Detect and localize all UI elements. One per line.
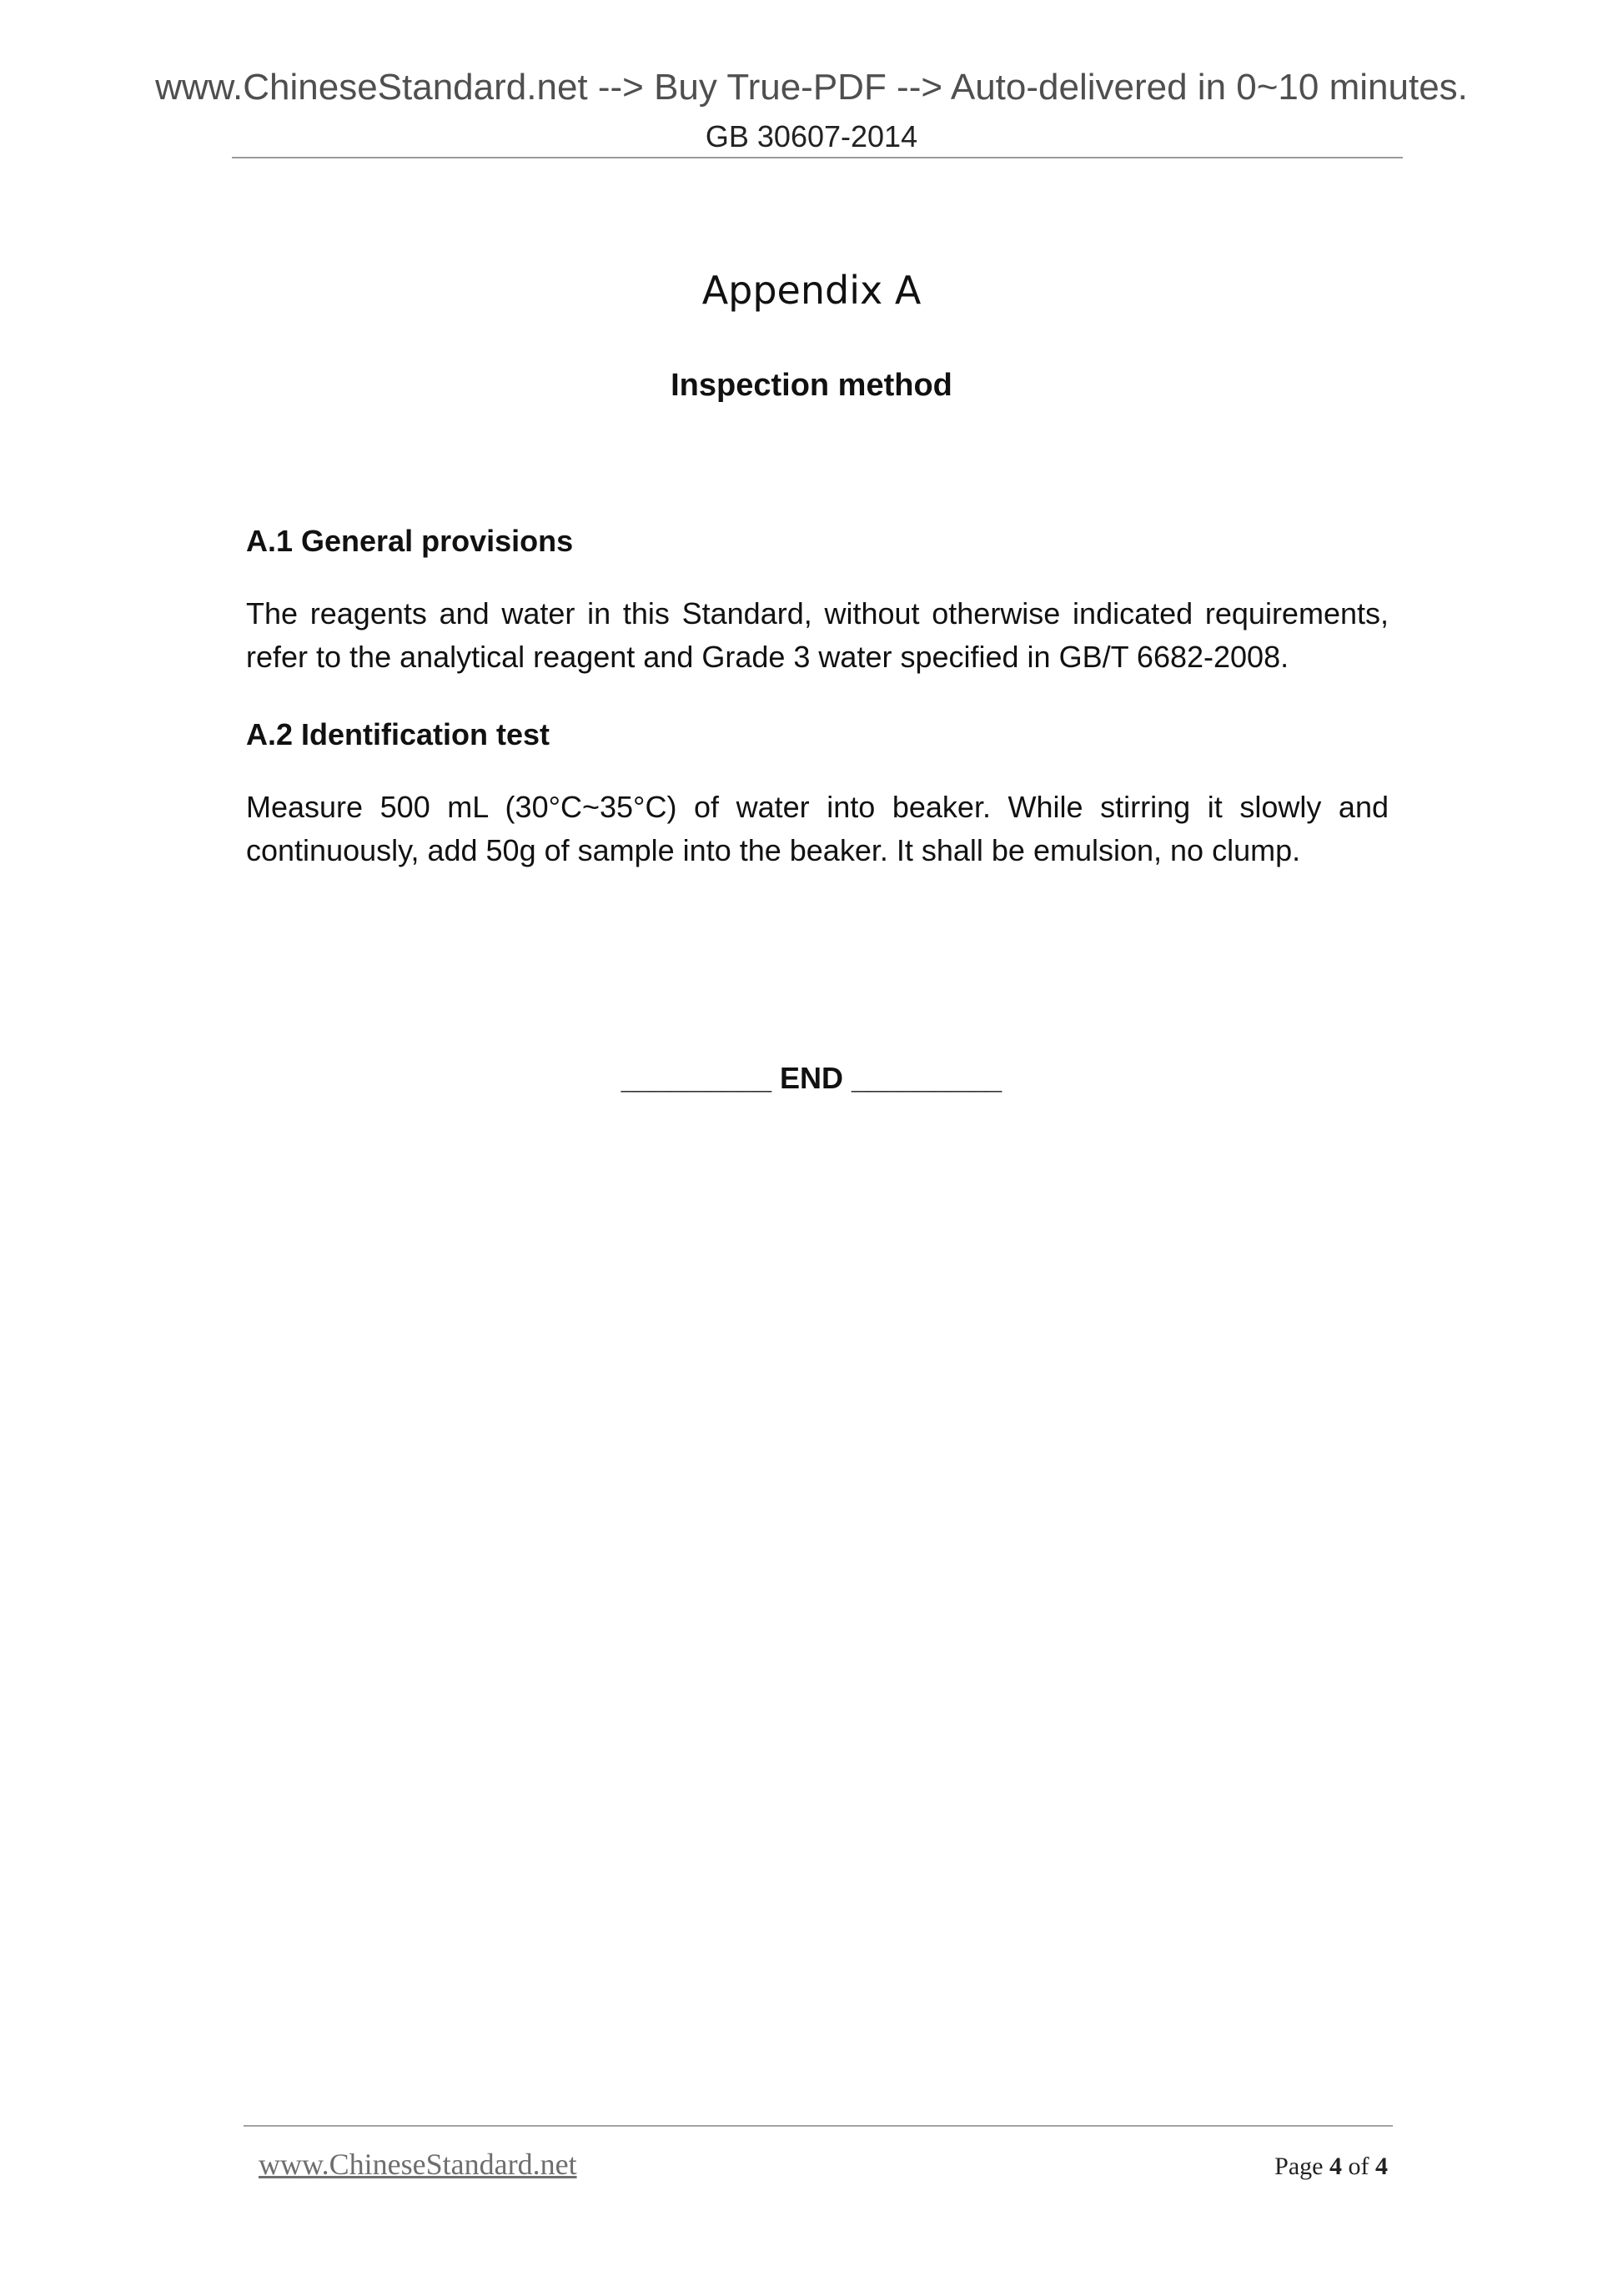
header-divider bbox=[232, 157, 1403, 158]
footer-site-link[interactable]: www.ChineseStandard.net bbox=[259, 2148, 577, 2181]
section-paragraph-a2 bbox=[246, 786, 1389, 872]
page-number bbox=[1274, 2150, 1388, 2183]
standard-code: GB 30607-2014 bbox=[705, 119, 918, 153]
footer-divider bbox=[244, 2125, 1393, 2127]
end-marker: _________ END _________ bbox=[621, 1061, 1002, 1095]
section-heading-a1: A.1 General provisions bbox=[246, 524, 574, 558]
paragraph-line: The reagents and water in this Standard, without otherwise indicated requirements, bbox=[246, 596, 1389, 631]
paragraph-line: continuously, add 50g of sample into the beaker. It shall be emulsion, no clump. bbox=[246, 833, 1301, 867]
appendix-subtitle: Inspection method bbox=[671, 368, 952, 403]
page-current: 4 bbox=[1329, 2153, 1342, 2180]
appendix-title: Appendix A bbox=[701, 268, 922, 313]
page-total: 4 bbox=[1375, 2153, 1388, 2180]
site-banner: www.ChineseStandard.net --> Buy True-PDF --> Auto-delivered in 0~10 minutes. bbox=[155, 67, 1468, 108]
page-of: of bbox=[1348, 2153, 1369, 2180]
section-heading-a2: A.2 Identification test bbox=[246, 717, 550, 751]
paragraph-line: Measure 500 mL (30°C~35°C) of water into beaker. While stirring it slowly and bbox=[246, 790, 1389, 824]
section-paragraph-a1 bbox=[246, 592, 1389, 679]
paragraph-line: refer to the analytical reagent and Grade 3 water specified in GB/T 6682-2008. bbox=[246, 640, 1289, 674]
page-prefix: Page bbox=[1274, 2153, 1324, 2180]
